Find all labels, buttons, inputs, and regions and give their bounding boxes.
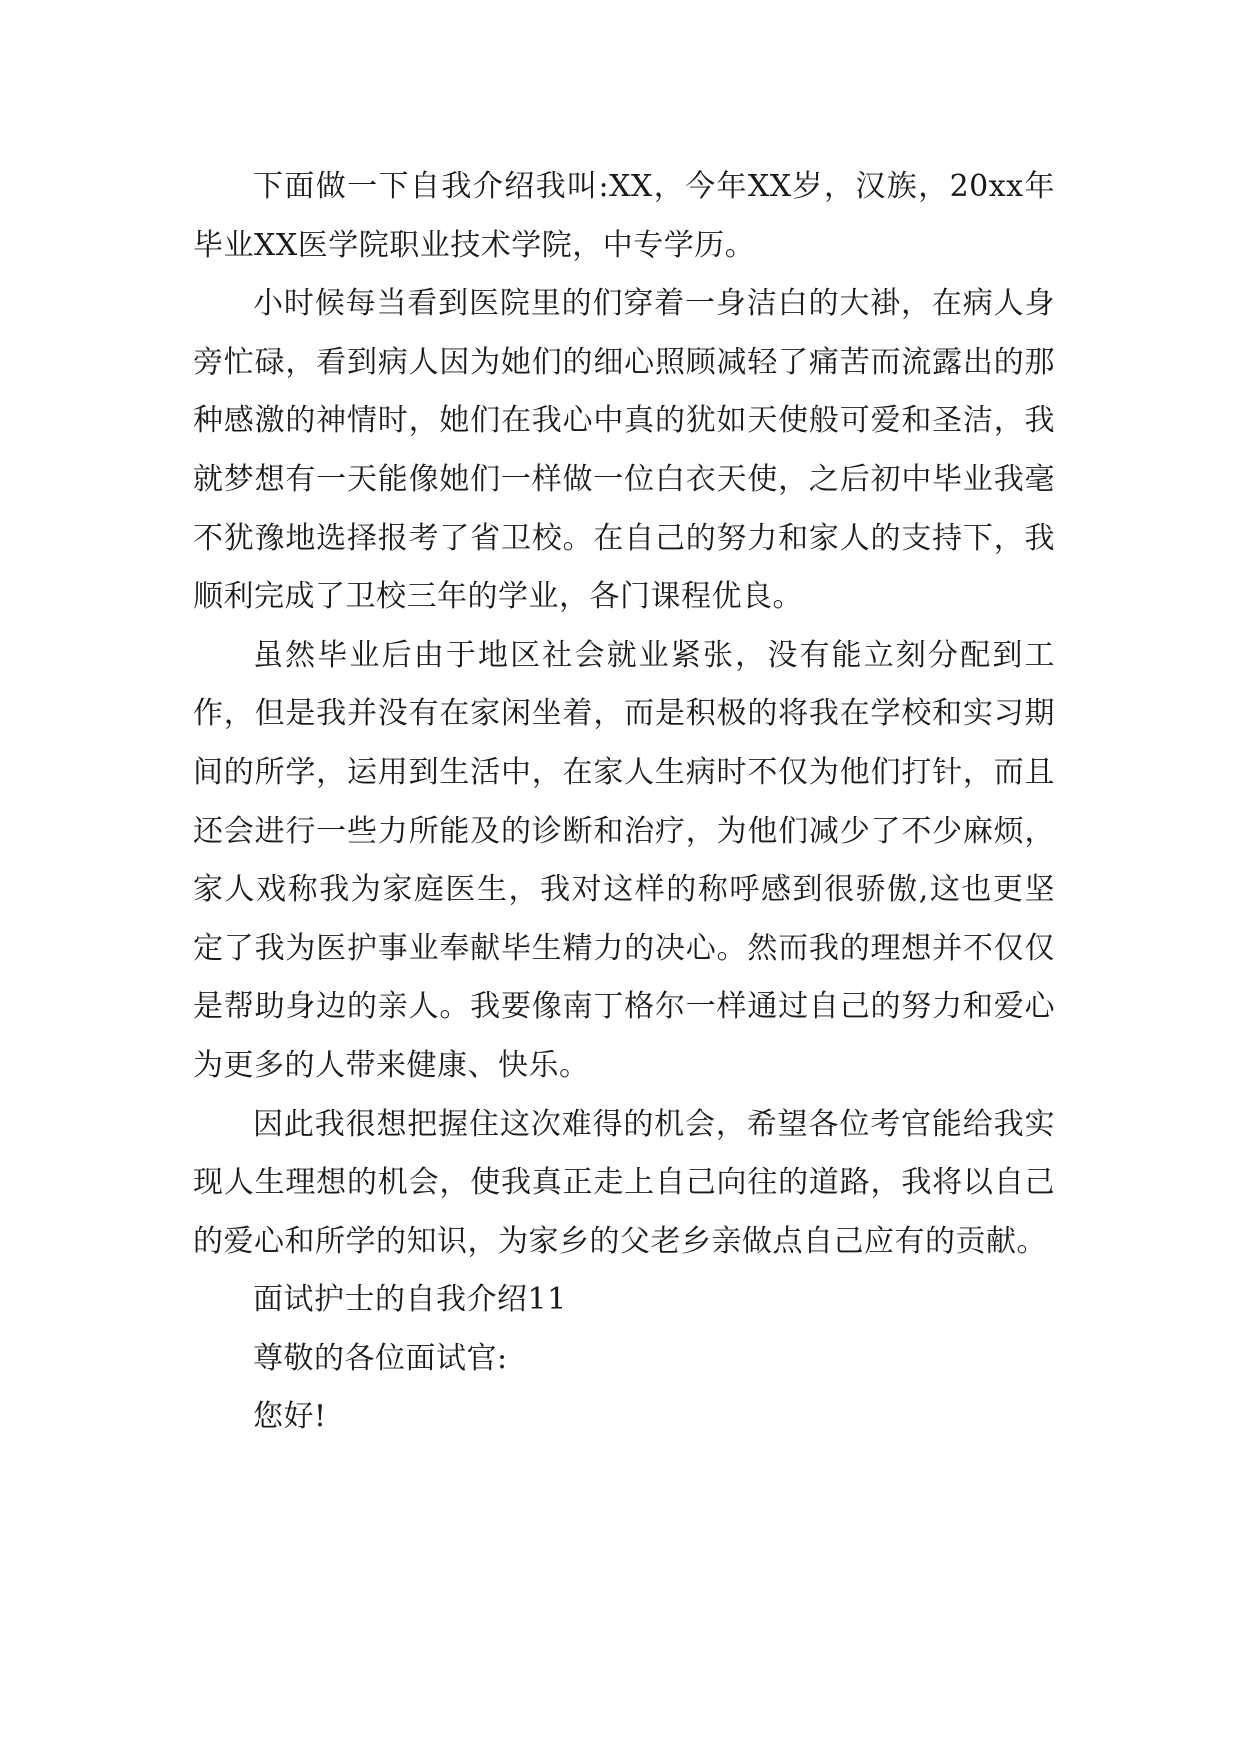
salutation: 尊敬的各位面试官:	[253, 1340, 508, 1376]
paragraph-intro: 下面做一下自我介绍我叫:XX，今年XX岁，汉族，20xx年毕业XX医学院职业技术学院，中专学历。	[193, 169, 1055, 263]
paragraph-after-graduation: 虽然毕业后由于地区社会就业紧张，没有能立刻分配到工作，但是我并没有在家闲坐着，而是积极的将我在学校和实习期间的所学，运用到生活中，在家人生病时不仅为他们打针，而且还会进行一些力所能及的诊断和治疗，为他们减少了不少麻烦，家人戏称我为家庭医生，我对这样的称呼感到很骄傲,这也更坚定了我为医护事业奉献毕生精力的决心。然而我的理想并不仅仅是帮助身边的亲人。我要像南丁格尔一样通过自己的努力和爱心为更多的人带来健康、快乐。	[193, 637, 1055, 1083]
section-title: 面试护士的自我介绍11	[253, 1282, 567, 1318]
paragraph-closing: 因此我很想把握住这次难得的机会，希望各位考官能给我实现人生理想的机会，使我真正走上自己向往的道路，我将以自己的爱心和所学的知识，为家乡的父老乡亲做点自己应有的贡献。	[193, 1106, 1055, 1259]
document-body	[193, 158, 1055, 1447]
paragraph-childhood: 小时候每当看到医院里的们穿着一身洁白的大褂，在病人身旁忙碌，看到病人因为她们的细心照顾减轻了痛苦而流露出的那种感激的神情时，她们在我心中真的犹如天使般可爱和圣洁，我就梦想有一天能像她们一样做一位白衣天使，之后初中毕业我毫不犹豫地选择报考了省卫校。在自己的努力和家人的支持下，我顺利完成了卫校三年的学业，各门课程优良。	[193, 286, 1055, 615]
greeting: 您好!	[253, 1399, 327, 1435]
